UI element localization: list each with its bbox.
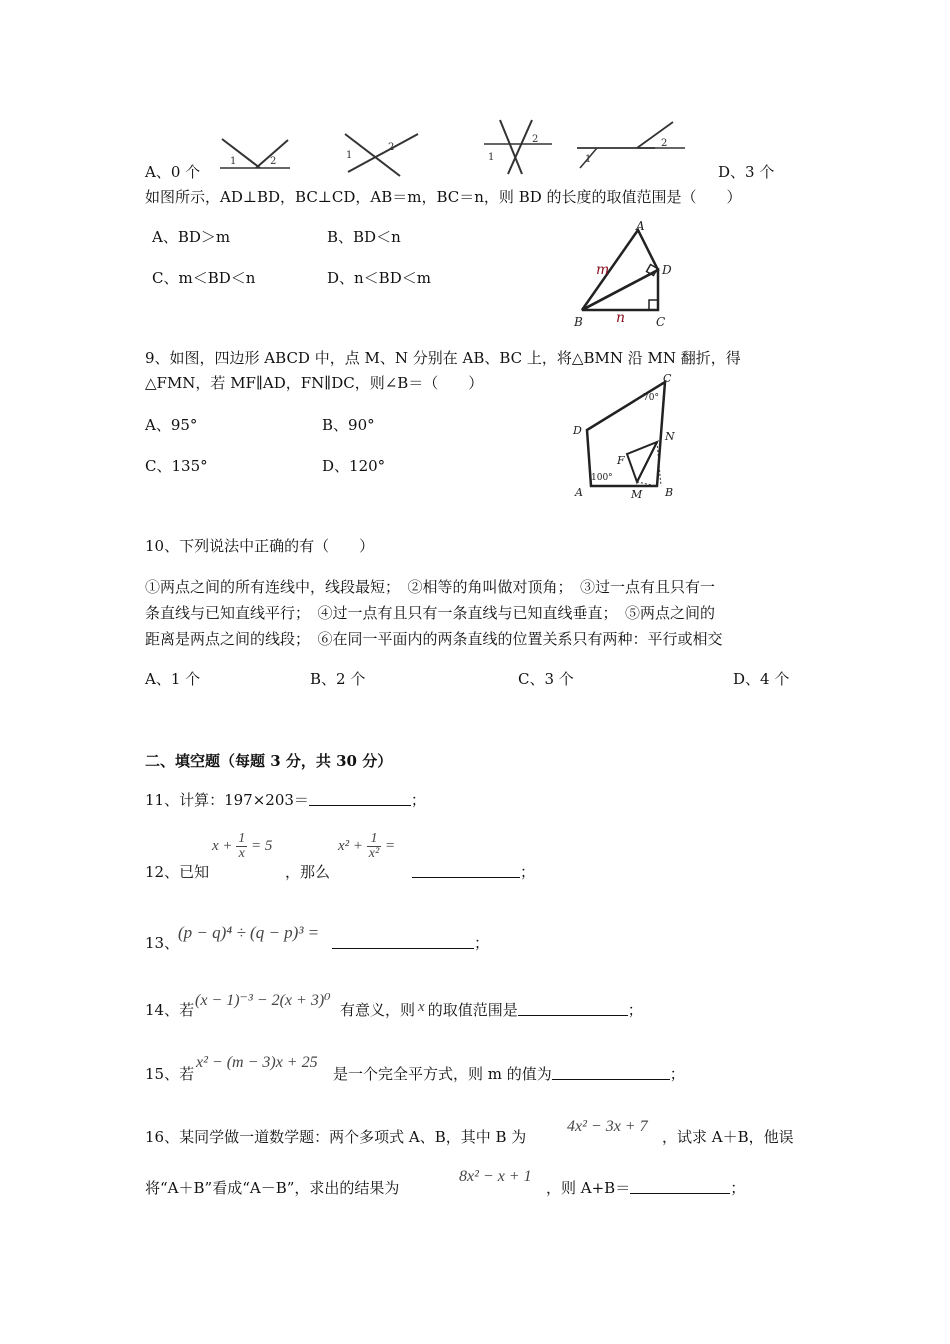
q13-answer (332, 933, 489, 953)
q10-line-1: ①两点之间的所有连线中，线段最短； ②相等的角叫做对顶角； ③过一点有且只有一 (145, 578, 716, 596)
q10-line-3: 距离是两点之间的线段； ⑥在同一平面内的两条直线的位置关系只有两种：平行或相交 (145, 630, 723, 648)
q14-post: 的取值范围是 (427, 1001, 518, 1019)
q16-line1-post: ，试求 A＋B，他误 (662, 1128, 794, 1146)
q13-pre: 13、 (145, 934, 180, 952)
q15-pre: 15、若 (145, 1065, 195, 1083)
q9-fig-label-n: N (665, 430, 675, 443)
q14-end: ； (627, 1001, 643, 1019)
q7-figure-3 (482, 116, 554, 178)
q12-pre: 12、已知 (145, 863, 210, 881)
q10-option-d: D、4 个 (733, 670, 790, 688)
q9-fig-label-f: F (617, 454, 625, 467)
q7-figure-4 (575, 118, 690, 173)
q12-expr2-den: x² (368, 846, 380, 861)
q15-answer-blank[interactable] (552, 1064, 670, 1080)
q12-expr1-left: x + (212, 837, 233, 854)
q9-option-b: B、90° (322, 416, 375, 434)
q10-option-b: B、2 个 (310, 670, 366, 688)
q13-end: ； (474, 934, 490, 952)
q12-expr1-den: x (238, 846, 245, 861)
q12-mid: ，那么 (285, 863, 331, 881)
q13-expr: (p − q)⁴ ÷ (q − p)³ = (178, 923, 320, 942)
q12-expr2-right: = (384, 837, 396, 854)
q9-fig-angle-c: 70° (643, 393, 659, 403)
q7-figure-2 (340, 128, 425, 180)
q14-var: x (418, 999, 425, 1015)
q13-answer-blank[interactable] (332, 933, 474, 949)
q12-answer (412, 862, 535, 882)
q7-option-d: D、3 个 (718, 163, 775, 181)
q7-figure-1 (218, 134, 293, 174)
q7-fig3-label-2: 2 (532, 134, 539, 145)
q7-fig4-label-1: 1 (585, 154, 592, 165)
q15-rest (333, 1064, 685, 1084)
q12-expr1-right: = 5 (251, 837, 273, 854)
q10-option-a: A、1 个 (145, 670, 201, 688)
q14-mid: 有意义，则 (340, 1001, 416, 1019)
q16-expr-b: 4x² − 3x + 7 (567, 1118, 648, 1135)
q8-fig-label-n: n (616, 310, 626, 326)
q15-end: ； (669, 1065, 685, 1083)
q9-option-d: D、120° (322, 457, 386, 475)
q12-expr1-fraction (236, 832, 247, 861)
section-2-title: 二、填空题（每题 3 分，共 30 分） (145, 752, 393, 770)
q14-rest (340, 1000, 643, 1021)
q7-option-a: A、0 个 (145, 163, 201, 181)
q16-line2-pre: 将“A＋B”看成“A－B”，求出的结果为 (145, 1179, 400, 1197)
q11-end: ； (410, 791, 426, 809)
q16-line2-post: ，则 A+B＝ (546, 1179, 631, 1197)
q9-fig-label-a: A (575, 486, 583, 499)
q15-post: 是一个完全平方式，则 m 的值为 (333, 1065, 552, 1083)
q8-fig-label-d: D (662, 263, 672, 277)
q7-fig3-label-1: 1 (488, 152, 495, 163)
q9-fig-label-d: D (573, 424, 582, 437)
q7-fig4-label-2: 2 (661, 138, 668, 149)
q9-fig-label-b: B (665, 486, 674, 499)
q12-expr1-num: 1 (238, 831, 246, 846)
q11-answer-blank[interactable] (309, 790, 411, 806)
q8-option-d: D、n＜BD＜m (327, 269, 431, 287)
q8-option-b: B、BD＜n (327, 228, 401, 246)
q10-option-c: C、3 个 (518, 670, 574, 688)
q8-fig-label-c: C (656, 315, 666, 329)
q9-line-1: 9、如图，四边形 ABCD 中，点 M、N 分别在 AB、BC 上，将△BMN 沿 MN 翻折，得 (145, 349, 741, 367)
q11 (145, 790, 426, 810)
q7-fig2-label-2: 2 (388, 142, 395, 153)
q8-fig-label-b: B (574, 315, 583, 329)
q12-end: ； (520, 863, 536, 881)
q11-text: 11、计算：197×203＝ (145, 791, 309, 809)
q8-fig-label-a: A (636, 219, 645, 233)
q12-expr2-fraction (367, 832, 381, 861)
q16-end: ； (730, 1179, 746, 1197)
q9-fig-angle-a: 100° (591, 473, 613, 483)
q9-fig-label-m: M (631, 488, 643, 501)
q16-line2-rest (546, 1178, 745, 1198)
q9-option-c: C、135° (145, 457, 208, 475)
q8-fig-label-m: m (596, 262, 610, 278)
q16-line1-pre: 16、某同学做一道数学题：两个多项式 A、B，其中 B 为 (145, 1128, 527, 1146)
q7-fig1-label-2: 2 (270, 156, 277, 167)
q14-answer-blank[interactable] (518, 1000, 628, 1016)
q10-stem: 10、下列说法中正确的有（ ） (145, 537, 375, 555)
q7-fig1-label-1: 1 (230, 156, 237, 167)
q12-expr2-num: 1 (367, 832, 381, 847)
q8-option-a: A、BD＞m (152, 228, 231, 246)
q8-figure (570, 218, 680, 330)
q10-line-2: 条直线与已知直线平行； ④过一点有且只有一条直线与已知直线垂直； ⑤两点之间的 (145, 604, 716, 622)
q12-condition (212, 832, 272, 861)
q7-fig2-label-1: 1 (346, 150, 353, 161)
q15-expr: x² − (m − 3)x + 25 (196, 1054, 318, 1071)
q14-expr: (x − 1)⁻³ − 2(x + 3)⁰ (195, 992, 331, 1009)
q9-option-a: A、95° (145, 416, 198, 434)
q16-answer-blank[interactable] (630, 1178, 730, 1194)
q14-pre: 14、若 (145, 1001, 195, 1019)
q12-expr2-left: x² + (338, 837, 364, 854)
q12-answer-blank[interactable] (412, 862, 520, 878)
q8-stem: 如图所示，AD⊥BD，BC⊥CD，AB＝m，BC＝n，则 BD 的长度的取值范围是（ ） (145, 188, 742, 206)
q8-option-c: C、m＜BD＜n (152, 269, 256, 287)
q12-target (338, 832, 395, 861)
q16-expr-result: 8x² − x + 1 (459, 1168, 532, 1185)
q9-line-2: △FMN，若 MF∥AD，FN∥DC，则∠B＝（ ） (145, 374, 484, 392)
q9-figure (545, 370, 685, 510)
q9-fig-label-c: C (663, 372, 672, 385)
